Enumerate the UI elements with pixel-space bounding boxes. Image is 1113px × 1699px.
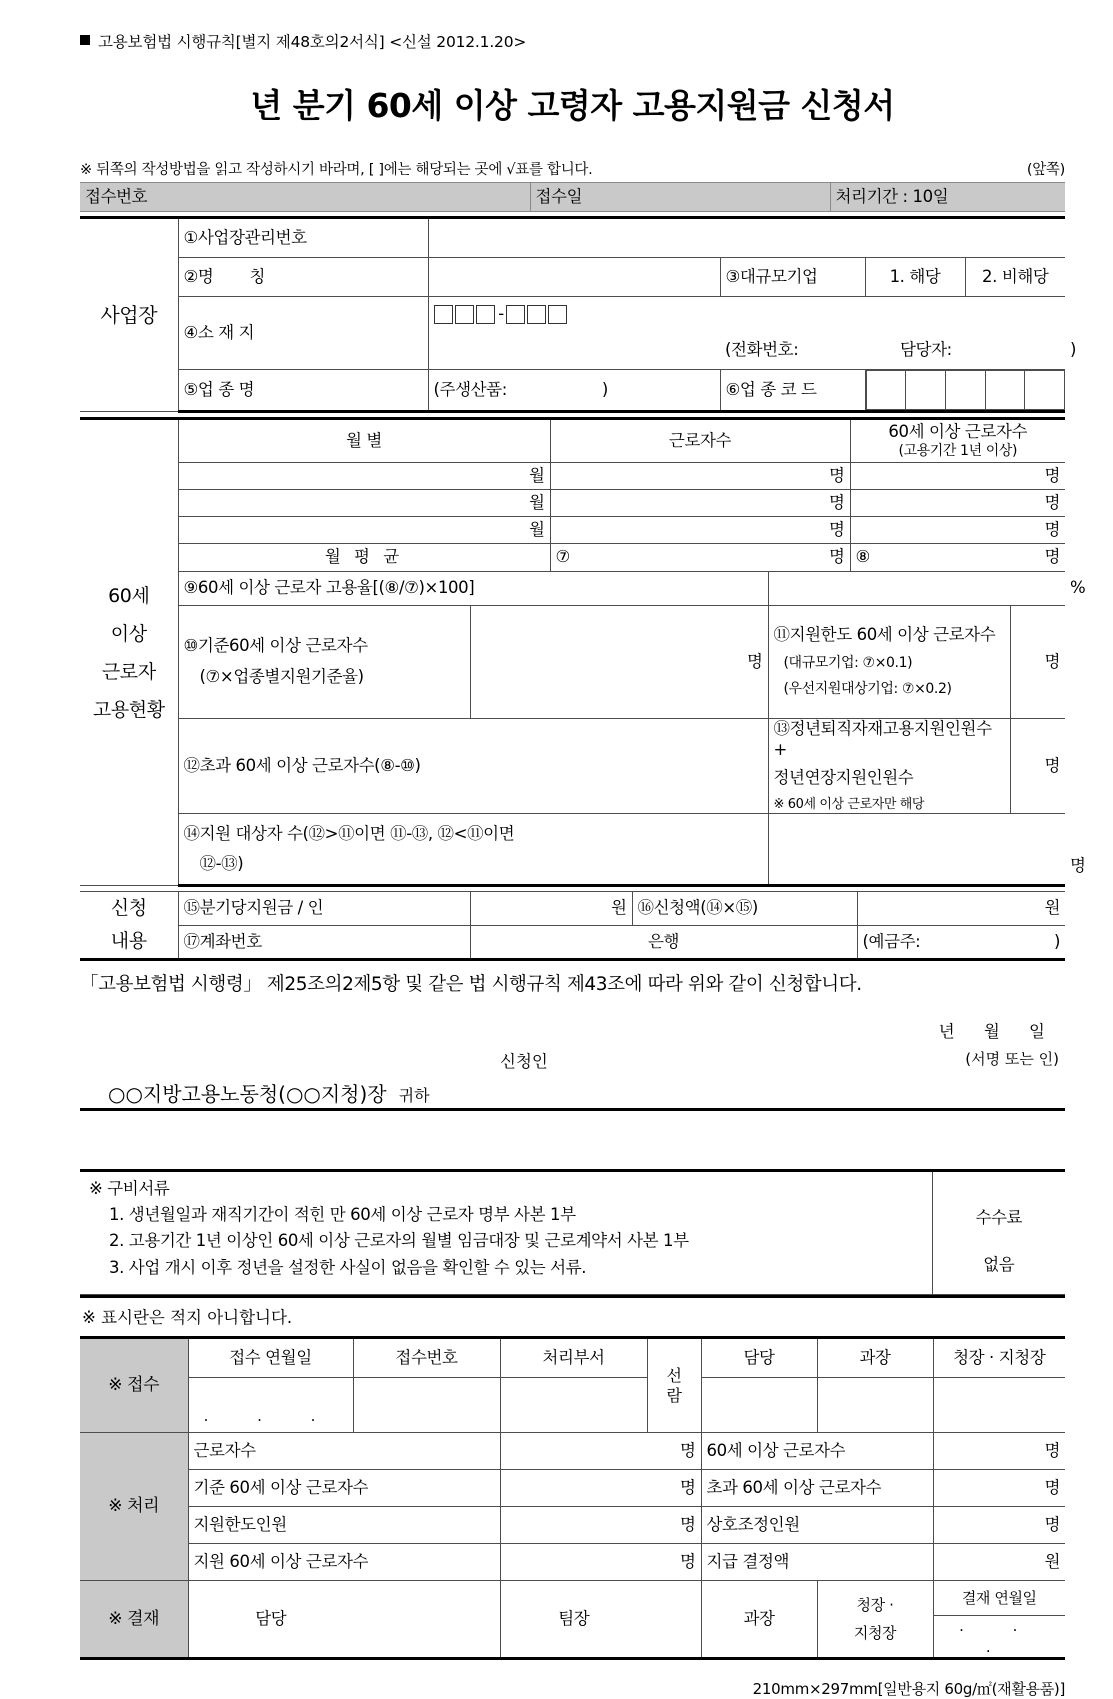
approval-slot-team-sign[interactable] bbox=[647, 1581, 701, 1659]
form-body bbox=[80, 0, 1086, 1699]
item10-value-cell[interactable] bbox=[470, 606, 768, 719]
zip-box-5[interactable] bbox=[527, 305, 546, 324]
gwiha-label: 귀하 bbox=[398, 1086, 430, 1106]
receipt-number-label: 접수번호 bbox=[80, 183, 530, 212]
month-unit-1: 월 bbox=[470, 463, 550, 490]
fee-value: 없음 bbox=[983, 1254, 1015, 1274]
process-left-value-3[interactable] bbox=[500, 1507, 701, 1544]
process-left-value-1[interactable] bbox=[500, 1433, 701, 1470]
fee-label: 수수료 bbox=[975, 1208, 1023, 1228]
item11-label bbox=[768, 606, 1010, 719]
average-workers-mark: ⑦ bbox=[550, 544, 768, 572]
business-name-field[interactable] bbox=[428, 258, 720, 297]
item13-label bbox=[768, 719, 1010, 814]
item15-value-cell[interactable] bbox=[470, 892, 632, 926]
contact-person-label: 담당자: bbox=[900, 339, 952, 359]
industry-code-cell-3[interactable] bbox=[945, 371, 985, 410]
zipcode-boxes[interactable] bbox=[428, 297, 1065, 332]
form-code-line bbox=[80, 0, 1065, 52]
document-item-2: 2. 고용기간 1년 이상인 60세 이상 근로자의 월별 임금대장 및 근로계약서 사본 1부 bbox=[109, 1231, 689, 1251]
month-value-2[interactable] bbox=[178, 490, 470, 517]
item12-label-cell bbox=[178, 719, 768, 814]
process-right-unit-2: 명 bbox=[1044, 1477, 1060, 1497]
admin-header-receipt-number: 접수번호 bbox=[353, 1338, 500, 1378]
industry-code-cells bbox=[865, 370, 1065, 412]
table-row: ⑨60세 이상 근로자 고용율[(⑧/⑦)×100] % bbox=[80, 572, 1065, 606]
item11-label-line3: (우선지원대상기업: ⑦×0.2) bbox=[783, 681, 952, 698]
applicant-label: 신청인 bbox=[500, 1052, 548, 1072]
admin-director-value[interactable] bbox=[933, 1378, 1065, 1433]
receipt-strip-table bbox=[80, 182, 1065, 212]
workers-unit-1: 명 bbox=[768, 463, 850, 490]
application-section-label-line2: 내용 bbox=[80, 925, 178, 960]
item14-label bbox=[178, 814, 768, 886]
workers-value-1[interactable] bbox=[550, 463, 768, 490]
process-left-label-4: 지원 60세 이상 근로자수 bbox=[188, 1544, 500, 1581]
process-right-value-2[interactable] bbox=[933, 1470, 1065, 1507]
business-info-table bbox=[80, 216, 1077, 413]
status-label-line-3: 근로자 bbox=[101, 660, 156, 683]
table-row bbox=[80, 1544, 1065, 1581]
receipt-date-label: 접수일 bbox=[530, 183, 830, 212]
phone-contact-row bbox=[720, 331, 1065, 370]
section-divider-rule bbox=[80, 1108, 1065, 1111]
item11-label-line2: (대규모기업: ⑦×0.1) bbox=[783, 654, 913, 671]
process-right-label-4: 지급 결정액 bbox=[701, 1544, 933, 1581]
item10-unit: 명 bbox=[746, 651, 763, 671]
approval-date-dots: . . . bbox=[959, 1617, 1040, 1656]
item13-value-cell[interactable] bbox=[1010, 719, 1065, 814]
approval-chief-line2: 지청장 bbox=[853, 1624, 897, 1643]
item14-value[interactable] bbox=[768, 814, 1065, 886]
col-header-seniors-line2: (고용기간 1년 이상) bbox=[898, 442, 1018, 459]
item10-label bbox=[178, 606, 470, 719]
item11-label-line1: ⑪지원한도 60세 이상 근로자수 bbox=[773, 625, 996, 645]
approval-slot-staff-label: 담당 bbox=[188, 1581, 353, 1659]
item11-value-cell[interactable] bbox=[1010, 606, 1065, 719]
admin-header-department: 처리부서 bbox=[500, 1338, 647, 1378]
table-row bbox=[80, 544, 1065, 572]
process-left-label-3: 지원한도인원 bbox=[188, 1507, 500, 1544]
fee-cell bbox=[932, 1172, 1065, 1295]
table-row bbox=[80, 218, 1065, 258]
admin-process-row-label: ※ 처리 bbox=[80, 1433, 188, 1581]
admin-department-value[interactable] bbox=[500, 1378, 647, 1433]
mgmt-no-label: ①사업장관리번호 bbox=[178, 218, 428, 258]
zip-box-6[interactable] bbox=[548, 305, 567, 324]
seniors-unit-3: 명 bbox=[1010, 517, 1065, 544]
business-name-label bbox=[178, 258, 428, 297]
table-row bbox=[80, 1172, 1065, 1295]
address-field[interactable] bbox=[428, 331, 720, 370]
large-corp-option-not-applicable[interactable]: 2. 비해당 bbox=[965, 258, 1065, 297]
table-row bbox=[80, 183, 1065, 212]
industry-name-label: ⑤업 종 명 bbox=[178, 370, 428, 412]
item10-label-line2: (⑦×업종별지원기준율) bbox=[199, 667, 364, 686]
industry-code-cell-2[interactable] bbox=[906, 371, 946, 410]
col-header-seniors-line1: 60세 이상 근로자수 bbox=[888, 421, 1028, 441]
zip-box-1[interactable] bbox=[434, 305, 453, 324]
status-section-label bbox=[80, 419, 178, 886]
notice-row bbox=[80, 158, 1065, 179]
status-label-line-1: 60세 bbox=[108, 584, 150, 607]
business-section-label: 사업장 bbox=[80, 218, 178, 412]
documents-section bbox=[80, 1169, 1065, 1336]
application-content-table bbox=[80, 891, 1065, 961]
business-name-label-a: ②명 bbox=[183, 266, 214, 286]
process-left-label-1: 근로자수 bbox=[188, 1433, 500, 1470]
item15-unit: 원 bbox=[610, 898, 627, 918]
table-row bbox=[80, 925, 1065, 960]
month-value-1[interactable] bbox=[178, 463, 470, 490]
approval-slot-manager-label: 과장 bbox=[701, 1581, 817, 1659]
process-right-unit-1: 명 bbox=[1044, 1440, 1060, 1460]
item16-value[interactable] bbox=[857, 892, 1010, 926]
process-left-unit-3: 명 bbox=[679, 1514, 696, 1534]
average-seniors-unit: 명 bbox=[1010, 544, 1065, 572]
office-label: ○○지방고용노동청(○○지청)장 bbox=[108, 1082, 387, 1107]
workers-unit-3: 명 bbox=[768, 517, 850, 544]
table-row bbox=[80, 463, 1065, 490]
process-right-unit-4: 원 bbox=[1044, 1551, 1060, 1571]
item9-value[interactable] bbox=[768, 572, 1065, 606]
process-right-unit-3: 명 bbox=[1044, 1514, 1060, 1534]
item10-label-line1: ⑩기준60세 이상 근로자수 bbox=[183, 636, 368, 656]
item16-unit: 원 bbox=[1010, 892, 1065, 926]
business-name-label-b: 칭 bbox=[249, 266, 265, 286]
admin-receipt-date-dots: . . . bbox=[203, 1406, 338, 1425]
status-label-line-2: 이상 bbox=[110, 622, 147, 645]
item14-label-line2: ⑫-⑬) bbox=[199, 854, 244, 874]
table-row bbox=[80, 258, 1065, 297]
item16-label: ⑯신청액(⑭×⑮) bbox=[632, 892, 857, 926]
process-right-label-3: 상호조정인원 bbox=[701, 1507, 933, 1544]
admin-header-review bbox=[647, 1338, 701, 1433]
table-row bbox=[80, 1338, 1065, 1378]
zip-box-3[interactable] bbox=[476, 305, 495, 324]
workers-value-3[interactable] bbox=[550, 517, 768, 544]
table-row bbox=[80, 490, 1065, 517]
admin-review-line1: 선 bbox=[666, 1365, 682, 1385]
table-row bbox=[80, 1470, 1065, 1507]
page-side-note: (앞쪽) bbox=[1026, 162, 1065, 178]
col-header-seniors bbox=[850, 419, 1065, 463]
form-code-text: 고용보험법 시행규칙[별지 제48호의2서식] <신설 2012.1.20> bbox=[98, 33, 527, 51]
admin-receipt-date-value[interactable] bbox=[188, 1378, 353, 1433]
required-documents-table bbox=[80, 1172, 1065, 1295]
admin-header-staff: 담당 bbox=[701, 1338, 817, 1378]
large-corp-option-applicable[interactable]: 1. 해당 bbox=[865, 258, 965, 297]
item12-label: ⑫초과 60세 이상 근로자수(⑧-⑩) bbox=[183, 755, 421, 775]
senior-employment-status-table bbox=[80, 417, 1086, 887]
seniors-value-1[interactable] bbox=[850, 463, 1010, 490]
process-left-unit-1: 명 bbox=[679, 1440, 696, 1460]
approval-slot-chief-label bbox=[817, 1581, 933, 1659]
addressed-office bbox=[108, 1078, 430, 1107]
approval-chief-line1: 청장 · bbox=[856, 1595, 894, 1614]
page-title: 년 분기 60세 이상 고령자 고용지원금 신청서 bbox=[250, 86, 895, 125]
mgmt-no-field[interactable] bbox=[428, 218, 1065, 258]
item15-label: ⑮분기당지원금 / 인 bbox=[178, 892, 470, 926]
process-right-value-1[interactable] bbox=[933, 1433, 1065, 1470]
item11-unit: 명 bbox=[1044, 651, 1061, 671]
signature-date-line[interactable]: 년 월 일 bbox=[938, 1022, 1057, 1042]
table-row bbox=[80, 606, 1065, 719]
month-unit-2: 월 bbox=[470, 490, 550, 517]
table-row bbox=[80, 1378, 1065, 1433]
industry-code-cell-4[interactable] bbox=[985, 371, 1025, 410]
process-right-value-4[interactable] bbox=[933, 1544, 1065, 1581]
table-row bbox=[80, 419, 1065, 463]
table-row bbox=[80, 370, 1065, 412]
approval-date-cell bbox=[933, 1581, 1065, 1659]
item17-holder-close: ) bbox=[1010, 925, 1065, 960]
admin-processing-table bbox=[80, 1336, 1065, 1660]
average-workers-unit: 명 bbox=[768, 544, 850, 572]
item13-unit: 명 bbox=[1044, 755, 1061, 775]
seniors-value-2[interactable] bbox=[850, 490, 1010, 517]
seniors-value-3[interactable] bbox=[850, 517, 1010, 544]
table-row bbox=[80, 719, 1065, 814]
zip-box-2[interactable] bbox=[455, 305, 474, 324]
table-row: (전화번호: 담당자: ) bbox=[80, 331, 1065, 370]
admin-header-director: 청장 · 지청장 bbox=[933, 1338, 1065, 1378]
item9-label: ⑨60세 이상 근로자 고용율[(⑧/⑦)×100] bbox=[178, 572, 768, 606]
admin-receipt-row-label: ※ 접수 bbox=[80, 1338, 188, 1433]
item17-bank-label[interactable]: 은행 bbox=[470, 925, 857, 960]
industry-code-cell-5[interactable] bbox=[1025, 371, 1065, 410]
main-product-close: ) bbox=[601, 379, 608, 399]
paper-specification: 210mm×297mm[일반용지 60g/㎡(재활용품)] bbox=[752, 1680, 1065, 1699]
document-item-3: 3. 사업 개시 이후 정년을 설정한 사실이 없음을 확인할 수 있는 서류. bbox=[109, 1258, 587, 1278]
documents-title: ※ 구비서류 bbox=[89, 1179, 170, 1199]
signature-note: (서명 또는 인) bbox=[965, 1050, 1059, 1069]
square-bullet-icon bbox=[80, 35, 90, 45]
admin-receipt-number-value[interactable] bbox=[353, 1378, 500, 1433]
monthly-average-label: 월 평 균 bbox=[178, 544, 550, 572]
process-right-value-3[interactable] bbox=[933, 1507, 1065, 1544]
table-row bbox=[80, 892, 1065, 926]
industry-code-label: ⑥업 종 코 드 bbox=[720, 370, 865, 412]
document-item-1: 1. 생년월일과 재직기간이 적힌 만 60세 이상 근로자 명부 사본 1부 bbox=[109, 1204, 576, 1224]
large-corp-label: ③대규모기업 bbox=[720, 258, 865, 297]
approval-slot-staff-sign[interactable] bbox=[353, 1581, 500, 1659]
table-row bbox=[80, 297, 1065, 332]
admin-review-line2: 람 bbox=[666, 1385, 682, 1405]
workers-value-2[interactable] bbox=[550, 490, 768, 517]
admin-approval-row-label: ※ 결재 bbox=[80, 1581, 188, 1659]
legal-statement: 「고용보험법 시행령」 제25조의2제5항 및 같은 법 시행규칙 제43조에 따라 위와 같이 신청합니다. bbox=[80, 974, 862, 996]
item17-label: ⑰계좌번호 bbox=[178, 925, 470, 960]
col-header-workers: 근로자수 bbox=[550, 419, 850, 463]
seniors-unit-2: 명 bbox=[1010, 490, 1065, 517]
table-row bbox=[80, 1433, 1065, 1470]
table-row bbox=[80, 517, 1065, 544]
admin-manager-value[interactable] bbox=[817, 1378, 933, 1433]
status-label-line-4: 고용현황 bbox=[92, 698, 165, 721]
table-row bbox=[80, 1581, 1065, 1659]
documents-list-cell bbox=[80, 1172, 932, 1295]
phone-label: (전화번호: bbox=[725, 339, 799, 359]
industry-code-cell-1[interactable] bbox=[866, 371, 906, 410]
main-product-label: (주생산품: bbox=[433, 379, 507, 399]
processing-period-label: 처리기간 : 10일 bbox=[830, 183, 1065, 212]
table-row: ⑭지원 대상자 수(⑫>⑪이면 ⑪-⑬, ⑫<⑪이면 ⑫-⑬) 명 bbox=[80, 814, 1065, 886]
admin-staff-value[interactable] bbox=[701, 1378, 817, 1433]
month-unit-3: 월 bbox=[470, 517, 550, 544]
process-left-unit-2: 명 bbox=[679, 1477, 696, 1497]
fill-instruction-note: ※ 뒤쪽의 작성방법을 읽고 작성하시기 바라며, [ ]에는 해당되는 곳에 √표를 합니다. bbox=[80, 162, 593, 178]
approval-slot-team-label: 팀장 bbox=[500, 1581, 647, 1659]
table-row bbox=[80, 1507, 1065, 1544]
process-left-value-4[interactable] bbox=[500, 1544, 701, 1581]
zip-box-4[interactable] bbox=[506, 305, 525, 324]
average-seniors-mark: ⑧ bbox=[850, 544, 1010, 572]
item13-label-line1: ⑬정년퇴직자재고용지원인원수+ bbox=[773, 719, 992, 759]
admin-header-receipt-date: 접수 연월일 bbox=[188, 1338, 353, 1378]
zip-dash: - bbox=[498, 303, 504, 323]
process-left-unit-4: 명 bbox=[679, 1551, 696, 1571]
application-section-label-line1: 신청 bbox=[80, 892, 178, 926]
main-product-field[interactable] bbox=[428, 370, 720, 412]
approval-date-value[interactable] bbox=[934, 1616, 1066, 1658]
process-right-label-2: 초과 60세 이상 근로자수 bbox=[701, 1470, 933, 1507]
process-left-label-2: 기준 60세 이상 근로자수 bbox=[188, 1470, 500, 1507]
process-right-label-1: 60세 이상 근로자수 bbox=[701, 1433, 933, 1470]
item13-label-line3: ※ 60세 이상 근로자만 해당 bbox=[773, 796, 925, 812]
approval-date-label: 결재 연월일 bbox=[934, 1581, 1066, 1616]
item14-label-line1: ⑭지원 대상자 수(⑫>⑪이면 ⑪-⑬, ⑫<⑪이면 bbox=[183, 823, 515, 843]
signature-area bbox=[80, 996, 1065, 1108]
item13-label-line2: 정년연장지원인원수 bbox=[773, 768, 914, 788]
process-left-value-2[interactable] bbox=[500, 1470, 701, 1507]
workers-unit-2: 명 bbox=[768, 490, 850, 517]
month-value-3[interactable] bbox=[178, 517, 470, 544]
admin-header-manager: 과장 bbox=[817, 1338, 933, 1378]
no-fill-note: ※ 표시란은 적지 아니합니다. bbox=[82, 1308, 293, 1328]
col-header-month: 월 별 bbox=[178, 419, 550, 463]
item17-holder-label: (예금주: bbox=[857, 925, 1010, 960]
address-label: ④소 재 지 bbox=[178, 297, 428, 370]
seniors-unit-1: 명 bbox=[1010, 463, 1065, 490]
